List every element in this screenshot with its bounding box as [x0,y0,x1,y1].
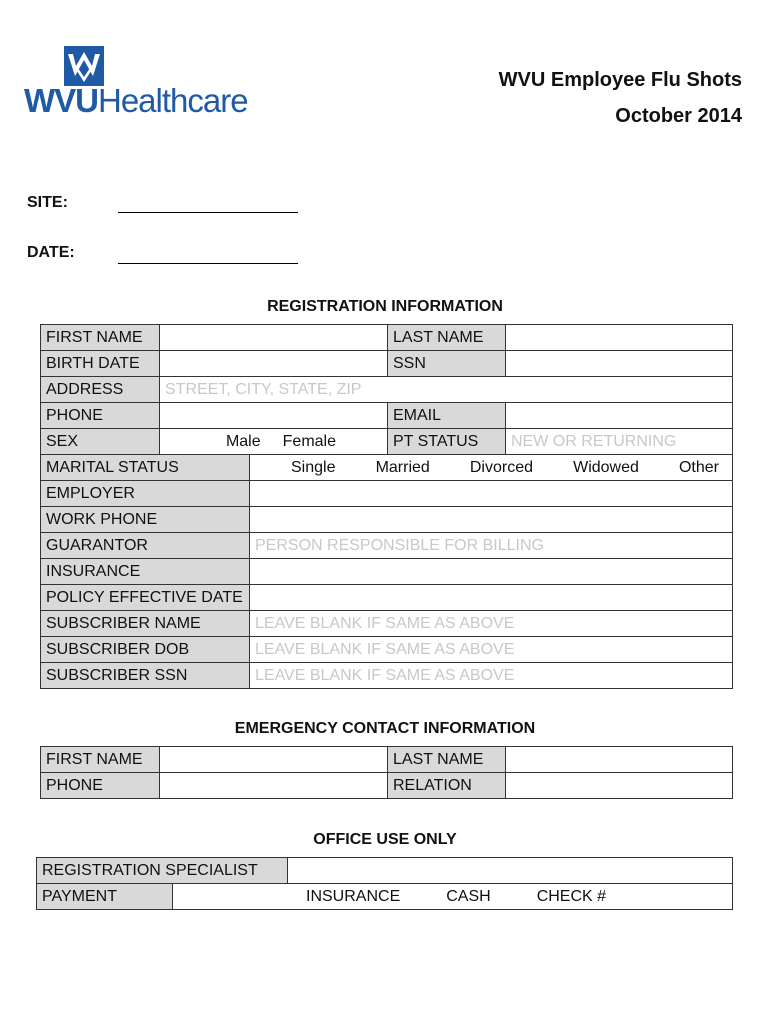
table-row [41,611,733,637]
email-label: EMAIL [388,403,506,429]
marital-status-options [250,455,733,481]
logo-brand-bold: WVU [24,82,98,119]
emergency-last-name-field[interactable] [506,747,733,773]
address-label: ADDRESS [41,377,160,403]
subscriber-ssn-field[interactable]: LEAVE BLANK IF SAME AS ABOVE [250,663,733,689]
work-phone-label: WORK PHONE [41,507,250,533]
last-name-label: LAST NAME [388,325,506,351]
ssn-label: SSN [388,351,506,377]
emergency-phone-field[interactable] [160,773,388,799]
subscriber-dob-label: SUBSCRIBER DOB [41,637,250,663]
payment-option-insurance[interactable]: INSURANCE [306,887,401,905]
site-label: SITE: [27,194,68,211]
emergency-first-name-label: FIRST NAME [41,747,160,773]
payment-option-cash[interactable]: CASH [446,887,491,905]
phone-label: PHONE [41,403,160,429]
table-row [41,403,733,429]
marital-option-other[interactable]: Other [678,458,719,476]
emergency-first-name-field[interactable] [160,747,388,773]
first-name-label: FIRST NAME [41,325,160,351]
policy-effective-date-field[interactable] [250,585,733,611]
registration-specialist-label: REGISTRATION SPECIALIST [37,858,288,884]
payment-options [173,884,733,910]
birth-date-field[interactable] [160,351,388,377]
table-row [41,325,733,351]
birth-date-label: BIRTH DATE [41,351,160,377]
first-name-field[interactable] [160,325,388,351]
sex-label: SEX [41,429,160,455]
title-line-1: WVU Employee Flu Shots [498,69,742,91]
employer-label: EMPLOYER [41,481,250,507]
sex-option-female[interactable]: Female [282,432,336,450]
logo-brand-rest: Healthcare [98,82,248,119]
table-row [41,507,733,533]
table-row [37,884,733,910]
subscriber-name-field[interactable]: LEAVE BLANK IF SAME AS ABOVE [250,611,733,637]
table-row [41,429,733,455]
emergency-relation-label: RELATION [388,773,506,799]
table-row [41,773,733,799]
table-row [41,747,733,773]
title-line-2: October 2014 [615,105,742,127]
subscriber-name-label: SUBSCRIBER NAME [41,611,250,637]
registration-table [40,324,733,689]
document-title [499,62,742,134]
table-row [41,533,733,559]
payment-label: PAYMENT [37,884,173,910]
insurance-field[interactable] [250,559,733,585]
date-label: DATE: [27,244,75,261]
office-table [36,857,733,910]
marital-option-married[interactable]: Married [375,458,430,476]
payment-option-check[interactable]: CHECK # [536,887,607,905]
guarantor-label: GUARANTOR [41,533,250,559]
table-row [41,351,733,377]
office-heading: OFFICE USE ONLY [313,831,457,848]
email-field[interactable] [506,403,733,429]
emergency-heading: EMERGENCY CONTACT INFORMATION [234,720,536,737]
phone-field[interactable] [160,403,388,429]
address-field[interactable]: STREET, CITY, STATE, ZIP [160,377,733,403]
sex-options [160,429,388,455]
guarantor-field[interactable]: PERSON RESPONSIBLE FOR BILLING [250,533,733,559]
emergency-table [40,746,733,799]
marital-option-divorced[interactable]: Divorced [469,458,534,476]
table-row [41,377,733,403]
subscriber-ssn-label: SUBSCRIBER SSN [41,663,250,689]
emergency-phone-label: PHONE [41,773,160,799]
last-name-field[interactable] [506,325,733,351]
subscriber-dob-field[interactable]: LEAVE BLANK IF SAME AS ABOVE [250,637,733,663]
policy-effective-date-label: POLICY EFFECTIVE DATE [41,585,250,611]
marital-option-widowed[interactable]: Widowed [573,458,639,476]
insurance-label: INSURANCE [41,559,250,585]
table-row [41,481,733,507]
work-phone-field[interactable] [250,507,733,533]
emergency-last-name-label: LAST NAME [388,747,506,773]
table-row [41,559,733,585]
table-row [37,858,733,884]
employer-field[interactable] [250,481,733,507]
registration-specialist-field[interactable] [288,858,733,884]
sex-option-male[interactable]: Male [225,432,261,450]
pt-status-label: PT STATUS [388,429,506,455]
site-field[interactable] [118,211,298,213]
emergency-relation-field[interactable] [506,773,733,799]
ssn-field[interactable] [506,351,733,377]
table-row [41,637,733,663]
registration-heading: REGISTRATION INFORMATION [267,298,503,315]
wvu-logo-mark [64,46,104,86]
marital-status-label: MARITAL STATUS [41,455,250,481]
pt-status-field[interactable]: NEW OR RETURNING [506,429,733,455]
table-row [41,455,733,481]
table-row [41,663,733,689]
wvu-healthcare-logo [24,82,248,120]
date-field[interactable] [118,262,298,264]
marital-option-single[interactable]: Single [291,458,336,476]
table-row [41,585,733,611]
